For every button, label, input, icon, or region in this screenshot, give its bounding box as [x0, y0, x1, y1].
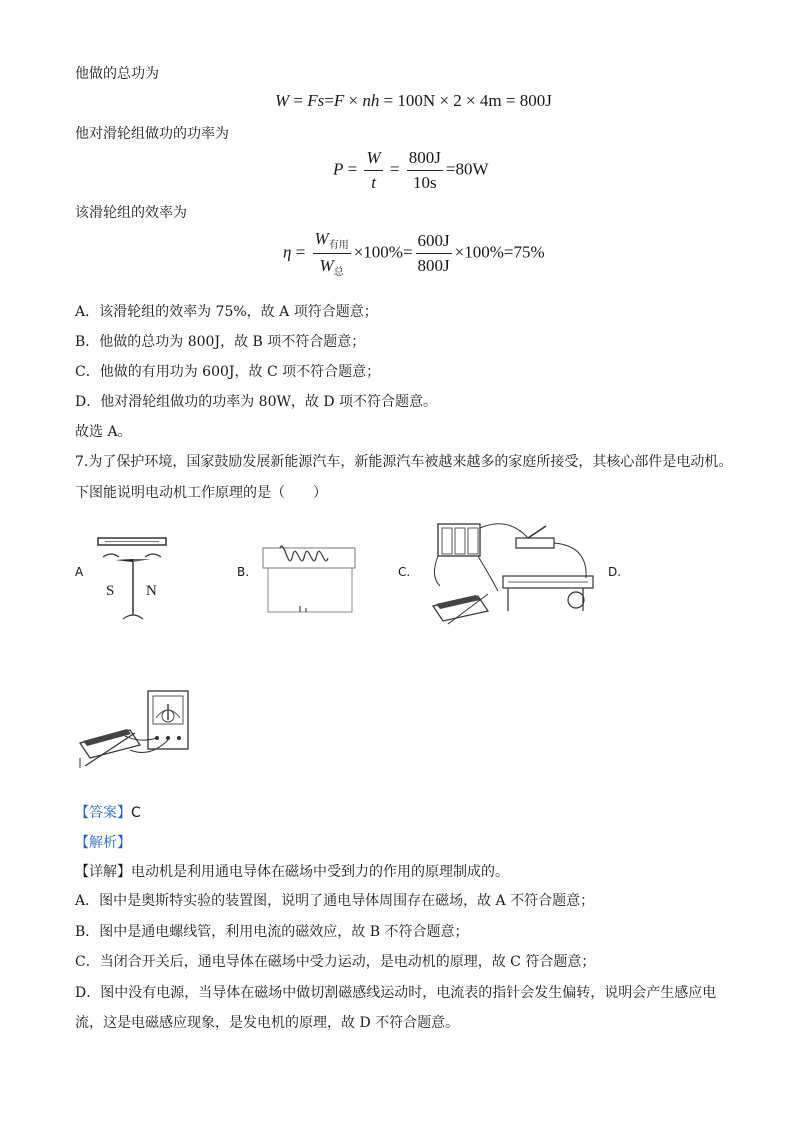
- question-7-line2: 下图能说明电动机工作原理的是（ ）: [75, 485, 327, 501]
- detail-tag: 【详解】: [75, 864, 131, 880]
- explanation-b: B．图中是通电螺线管，利用电流的磁效应，故 B 不符合题意；: [75, 924, 469, 940]
- figure-b-solenoid: [260, 540, 360, 615]
- option-a-text: A．该滑轮组的效率为 75%，故 A 项符合题意；: [75, 304, 378, 320]
- answer-line: [75, 803, 141, 823]
- explanation-d-line2: 流，这是电磁感应现象，是发电机的原理，故 D 不符合题意。: [75, 1015, 460, 1031]
- total-work-intro: 他做的总功为: [75, 66, 159, 82]
- explanation-a: A．图中是奥斯特实验的装置图，说明了通电导体周围存在磁场，故 A 不符合题意；: [75, 893, 595, 909]
- figure-label-c: C.: [398, 565, 411, 579]
- option-c-text: C．他做的有用功为 600J，故 C 项不符合题意；: [75, 364, 381, 380]
- option-d-text: D．他对滑轮组做功的功率为 80W，故 D 项不符合题意。: [75, 394, 438, 410]
- answer-tag: 【答案】: [75, 805, 131, 821]
- choose-answer: 故选 A。: [75, 424, 132, 440]
- figure-a-oersted: [93, 535, 173, 625]
- formula-total-work: W = Fs=F × nh = 100N × 2 × 4m = 800J: [275, 91, 552, 110]
- figure-label-d: D.: [608, 565, 622, 579]
- explanation-c: C．当闭合开关后，通电导体在磁场中受力运动，是电动机的原理，故 C 符合题意；: [75, 954, 596, 970]
- formula-power: P = $\frac{W}{t}$ = $\frac{800J}{10s}$ =80W: [333, 148, 489, 192]
- detail-text: 电动机是利用通电导体在磁场中受到力的作用的原理制成的。: [131, 864, 509, 880]
- power-intro: 他对滑轮组做功的功率为: [75, 126, 229, 142]
- formula-efficiency: η = $\frac{W_{有用}}{W_总}$ ×100%= $\frac{600J}{800J}$ ×100%=75%: [283, 229, 545, 278]
- figure-c-motor-apparatus: [428, 516, 603, 631]
- south-pole-label: S: [106, 583, 115, 599]
- answer-value: C: [131, 805, 141, 821]
- explanation-d-line1: D．图中没有电源，当导体在磁场中做切割磁感线运动时，电流表的指针会发生偏转，说明会产生感应电: [75, 985, 717, 1001]
- north-pole-label: N: [146, 583, 157, 599]
- figure-label-a: A: [75, 565, 84, 579]
- detail-line: [75, 862, 509, 882]
- question-7-line1: 7.为了保护环境，国家鼓励发展新能源汽车，新能源汽车被越来越多的家庭所接受，其核心部件是电动机。: [75, 454, 733, 470]
- figure-label-b: B.: [237, 565, 250, 579]
- efficiency-intro: 该滑轮组的效率为: [75, 205, 187, 221]
- option-b-text: B．他做的总功为 800J，故 B 项不符合题意；: [75, 334, 366, 350]
- figure-d-galvanometer-apparatus: [75, 688, 225, 778]
- analysis-tag: 【解析】: [75, 835, 131, 851]
